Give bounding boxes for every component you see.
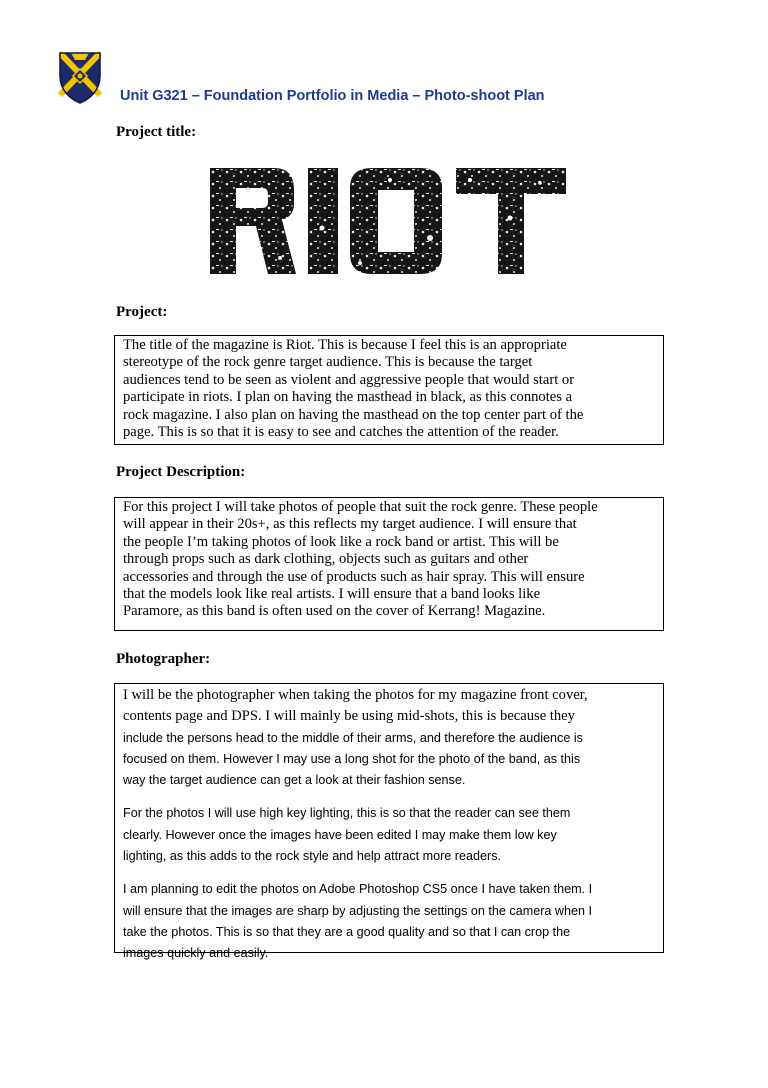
description-line: that the models look like real artists. I will ensure that a band looks like — [123, 586, 541, 603]
photographer-line: way the target audience can get a look at their fashion sense. — [123, 773, 466, 788]
project-line: audiences tend to be seen as violent and aggressive people that would start or — [123, 371, 575, 388]
photographer-paragraph — [123, 803, 657, 867]
description-line: accessories and through the use of products such as hair spray. This will ensure — [123, 568, 585, 585]
description-line: Paramore, as this band is often used on the cover of Kerrang! Magazine. — [123, 603, 546, 620]
project-title-label: Project title: — [116, 124, 197, 140]
project-line: page. This is so that it is easy to see and catches the attention of the reader. — [123, 424, 559, 441]
project-line: rock magazine. I also plan on having the masthead on the top center part of the — [123, 406, 584, 423]
photographer-line: I am planning to edit the photos on Adobe Photoshop CS5 once I have taken them. I — [123, 882, 593, 897]
photographer-line: lighting, as this adds to the rock style and help attract more readers. — [123, 849, 502, 864]
project-line: stereotype of the rock genre target audience. This is because the target — [123, 354, 533, 371]
project-label: Project: — [116, 304, 168, 320]
photographer-line: will ensure that the images are sharp by adjusting the settings on the camera when I — [123, 903, 593, 918]
project-text-box — [114, 335, 664, 445]
photographer-line: clearly. However once the images have been edited I may make them low key — [123, 827, 557, 842]
riot-masthead-logo — [210, 168, 566, 274]
photographer-paragraph — [123, 685, 657, 791]
photographer-line: contents page and DPS. I will mainly be using mid-shots, this is because they — [123, 708, 575, 725]
project-line: The title of the magazine is Riot. This is because I feel this is an appropriate — [123, 337, 567, 353]
document-header: Unit G321 – Foundation Portfolio in Media – Photo-shoot Plan — [120, 88, 545, 104]
photographer-paragraph — [123, 879, 657, 964]
photographer-line: For the photos I will use high key lighting, this is so that the reader can see them — [123, 806, 571, 821]
description-line: For this project I will take photos of people that suit the rock genre. These people — [123, 499, 598, 515]
photographer-line: focused on them. However I may use a long shot for the photo of the band, as this — [123, 751, 581, 766]
photographer-line: include the persons head to the middle of their arms, and therefore the audience is — [123, 730, 583, 745]
project-line: participate in riots. I plan on having the masthead in black, as this connotes a — [123, 389, 573, 406]
photographer-label: Photographer: — [116, 651, 211, 667]
photographer-text-box — [114, 683, 664, 961]
project-description-text-box — [114, 497, 664, 631]
project-description-label: Project Description: — [116, 464, 246, 480]
description-line: will appear in their 20s+, as this reflects my target audience. I will ensure that — [123, 516, 577, 533]
description-line: through props such as dark clothing, objects such as guitars and other — [123, 551, 529, 568]
photographer-line: I will be the photographer when taking the photos for my magazine front cover, — [123, 687, 588, 703]
description-line: the people I’m taking photos of look like a rock band or artist. This will be — [123, 533, 559, 550]
school-crest-logo — [58, 50, 102, 104]
photographer-line: take the photos. This is so that they are a good quality and so that I can crop the — [123, 924, 571, 939]
photographer-line: images quickly and easily. — [123, 946, 269, 961]
